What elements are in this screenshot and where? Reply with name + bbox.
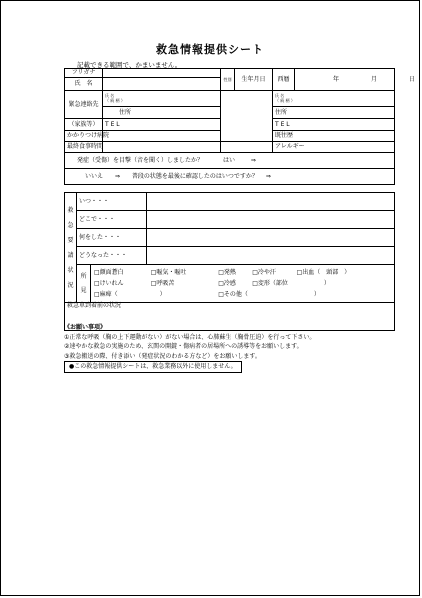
finding-coldness[interactable]: □冷感 bbox=[218, 279, 236, 287]
emergency-contact-label: 緊急連絡先 bbox=[65, 91, 103, 119]
contact-divider bbox=[221, 91, 273, 142]
birth-date-field[interactable]: 年 月 日 bbox=[295, 69, 395, 91]
when-label: いつ・・・ bbox=[77, 193, 147, 211]
contact1-tel-field[interactable]: T E L bbox=[103, 119, 221, 131]
contact1-name-field[interactable]: 氏 名 （ 続 柄 ） bbox=[103, 91, 221, 107]
family-label: （家族等） bbox=[65, 119, 103, 131]
history-field[interactable]: 既往歴 bbox=[273, 131, 395, 142]
witness-question-row[interactable]: 発症（受傷）を目撃（音を聞く）しましたか？ はい ⇒ bbox=[65, 153, 395, 169]
where-field[interactable] bbox=[147, 211, 395, 229]
last-seen-question-row[interactable]: いいえ ⇒ 普段の状態を最後に確認したのはいつですか？ ⇒ bbox=[65, 169, 395, 185]
when-field[interactable] bbox=[147, 193, 395, 211]
where-label: どこで・・・ bbox=[77, 211, 147, 229]
finding-bleeding[interactable]: □出血（ 頭部 ） bbox=[296, 268, 351, 276]
contact1-address-field[interactable]: 住所 bbox=[103, 107, 221, 119]
allergy-field[interactable]: アレルギー bbox=[273, 142, 395, 153]
allergy-divider bbox=[221, 142, 273, 153]
what-field[interactable] bbox=[147, 229, 395, 247]
notice-item: ②速やかな救急の実施のため、玄関の開錠・傷病者の居場所への誘導等をお願いします。 bbox=[64, 343, 303, 351]
finding-fever[interactable]: □発熱 bbox=[218, 268, 236, 276]
birth-date-label: 生年月日 bbox=[235, 69, 273, 91]
hospital-label: かかりつけ病院 bbox=[65, 131, 103, 142]
name-label: 氏 名 bbox=[65, 78, 103, 91]
finding-other[interactable]: □その他（ ） bbox=[218, 290, 320, 298]
how-label: どうなった・・・ bbox=[77, 247, 147, 265]
contact2-tel-field[interactable]: T E L bbox=[273, 119, 395, 131]
status-vertical-label: 救 急 要 請 状 況 bbox=[65, 193, 77, 303]
personal-info-table bbox=[64, 68, 415, 185]
furigana-field[interactable] bbox=[103, 69, 221, 78]
page-title: 救急情報提供シート bbox=[156, 43, 264, 56]
instruction-note: 記載できる範囲で、かまいません。 bbox=[77, 61, 182, 69]
finding-nausea[interactable]: □嘔気・嘔吐 bbox=[150, 268, 187, 276]
how-field[interactable] bbox=[147, 247, 395, 265]
what-label: 何をした・・・ bbox=[77, 229, 147, 247]
finding-seizure[interactable]: □けいれん bbox=[94, 279, 124, 287]
findings-label: 所 見 bbox=[77, 265, 91, 303]
findings-options[interactable] bbox=[91, 265, 395, 303]
status-table bbox=[64, 192, 395, 331]
furigana-label: フリガナ bbox=[65, 69, 103, 78]
hospital-field[interactable] bbox=[103, 131, 221, 142]
finding-dyspnea[interactable]: □呼吸苦 bbox=[150, 279, 175, 287]
finding-deformity[interactable]: □変形（部位 ） bbox=[252, 279, 330, 287]
usage-notice: ●この救急情報提供シートは、救急業務以外に使用しません。 bbox=[64, 361, 242, 373]
contact2-name-field[interactable]: 氏 名 （ 続 柄 ） bbox=[273, 91, 395, 107]
last-meal-field[interactable] bbox=[103, 142, 221, 153]
notice-heading: 《お願い事項》 bbox=[64, 324, 107, 331]
finding-cold-sweat[interactable]: □冷や汗 bbox=[252, 268, 276, 276]
contact2-address-field[interactable]: 住所 bbox=[273, 107, 395, 119]
era-label: 西暦 bbox=[273, 69, 295, 91]
finding-pallor[interactable]: □顔面蒼白 bbox=[94, 268, 124, 276]
last-meal-label: 最終食事時間 bbox=[65, 142, 103, 153]
notice-section bbox=[64, 323, 404, 373]
finding-paralysis[interactable]: □麻痺（ ） bbox=[94, 290, 166, 298]
sex-label: 性別 bbox=[221, 69, 235, 91]
before-arrival-field[interactable]: 救急車到着前の状況 bbox=[65, 303, 395, 331]
notice-item: ③救急搬送の際、付き添い（発症状況のわかる方など）をお願いします。 bbox=[64, 352, 261, 360]
name-field[interactable] bbox=[103, 78, 221, 91]
notice-item: ①正常な呼吸（胸の上下運動がない）がない場合は、心肺蘇生（胸骨圧迫）を行って下さい。 bbox=[64, 333, 316, 341]
